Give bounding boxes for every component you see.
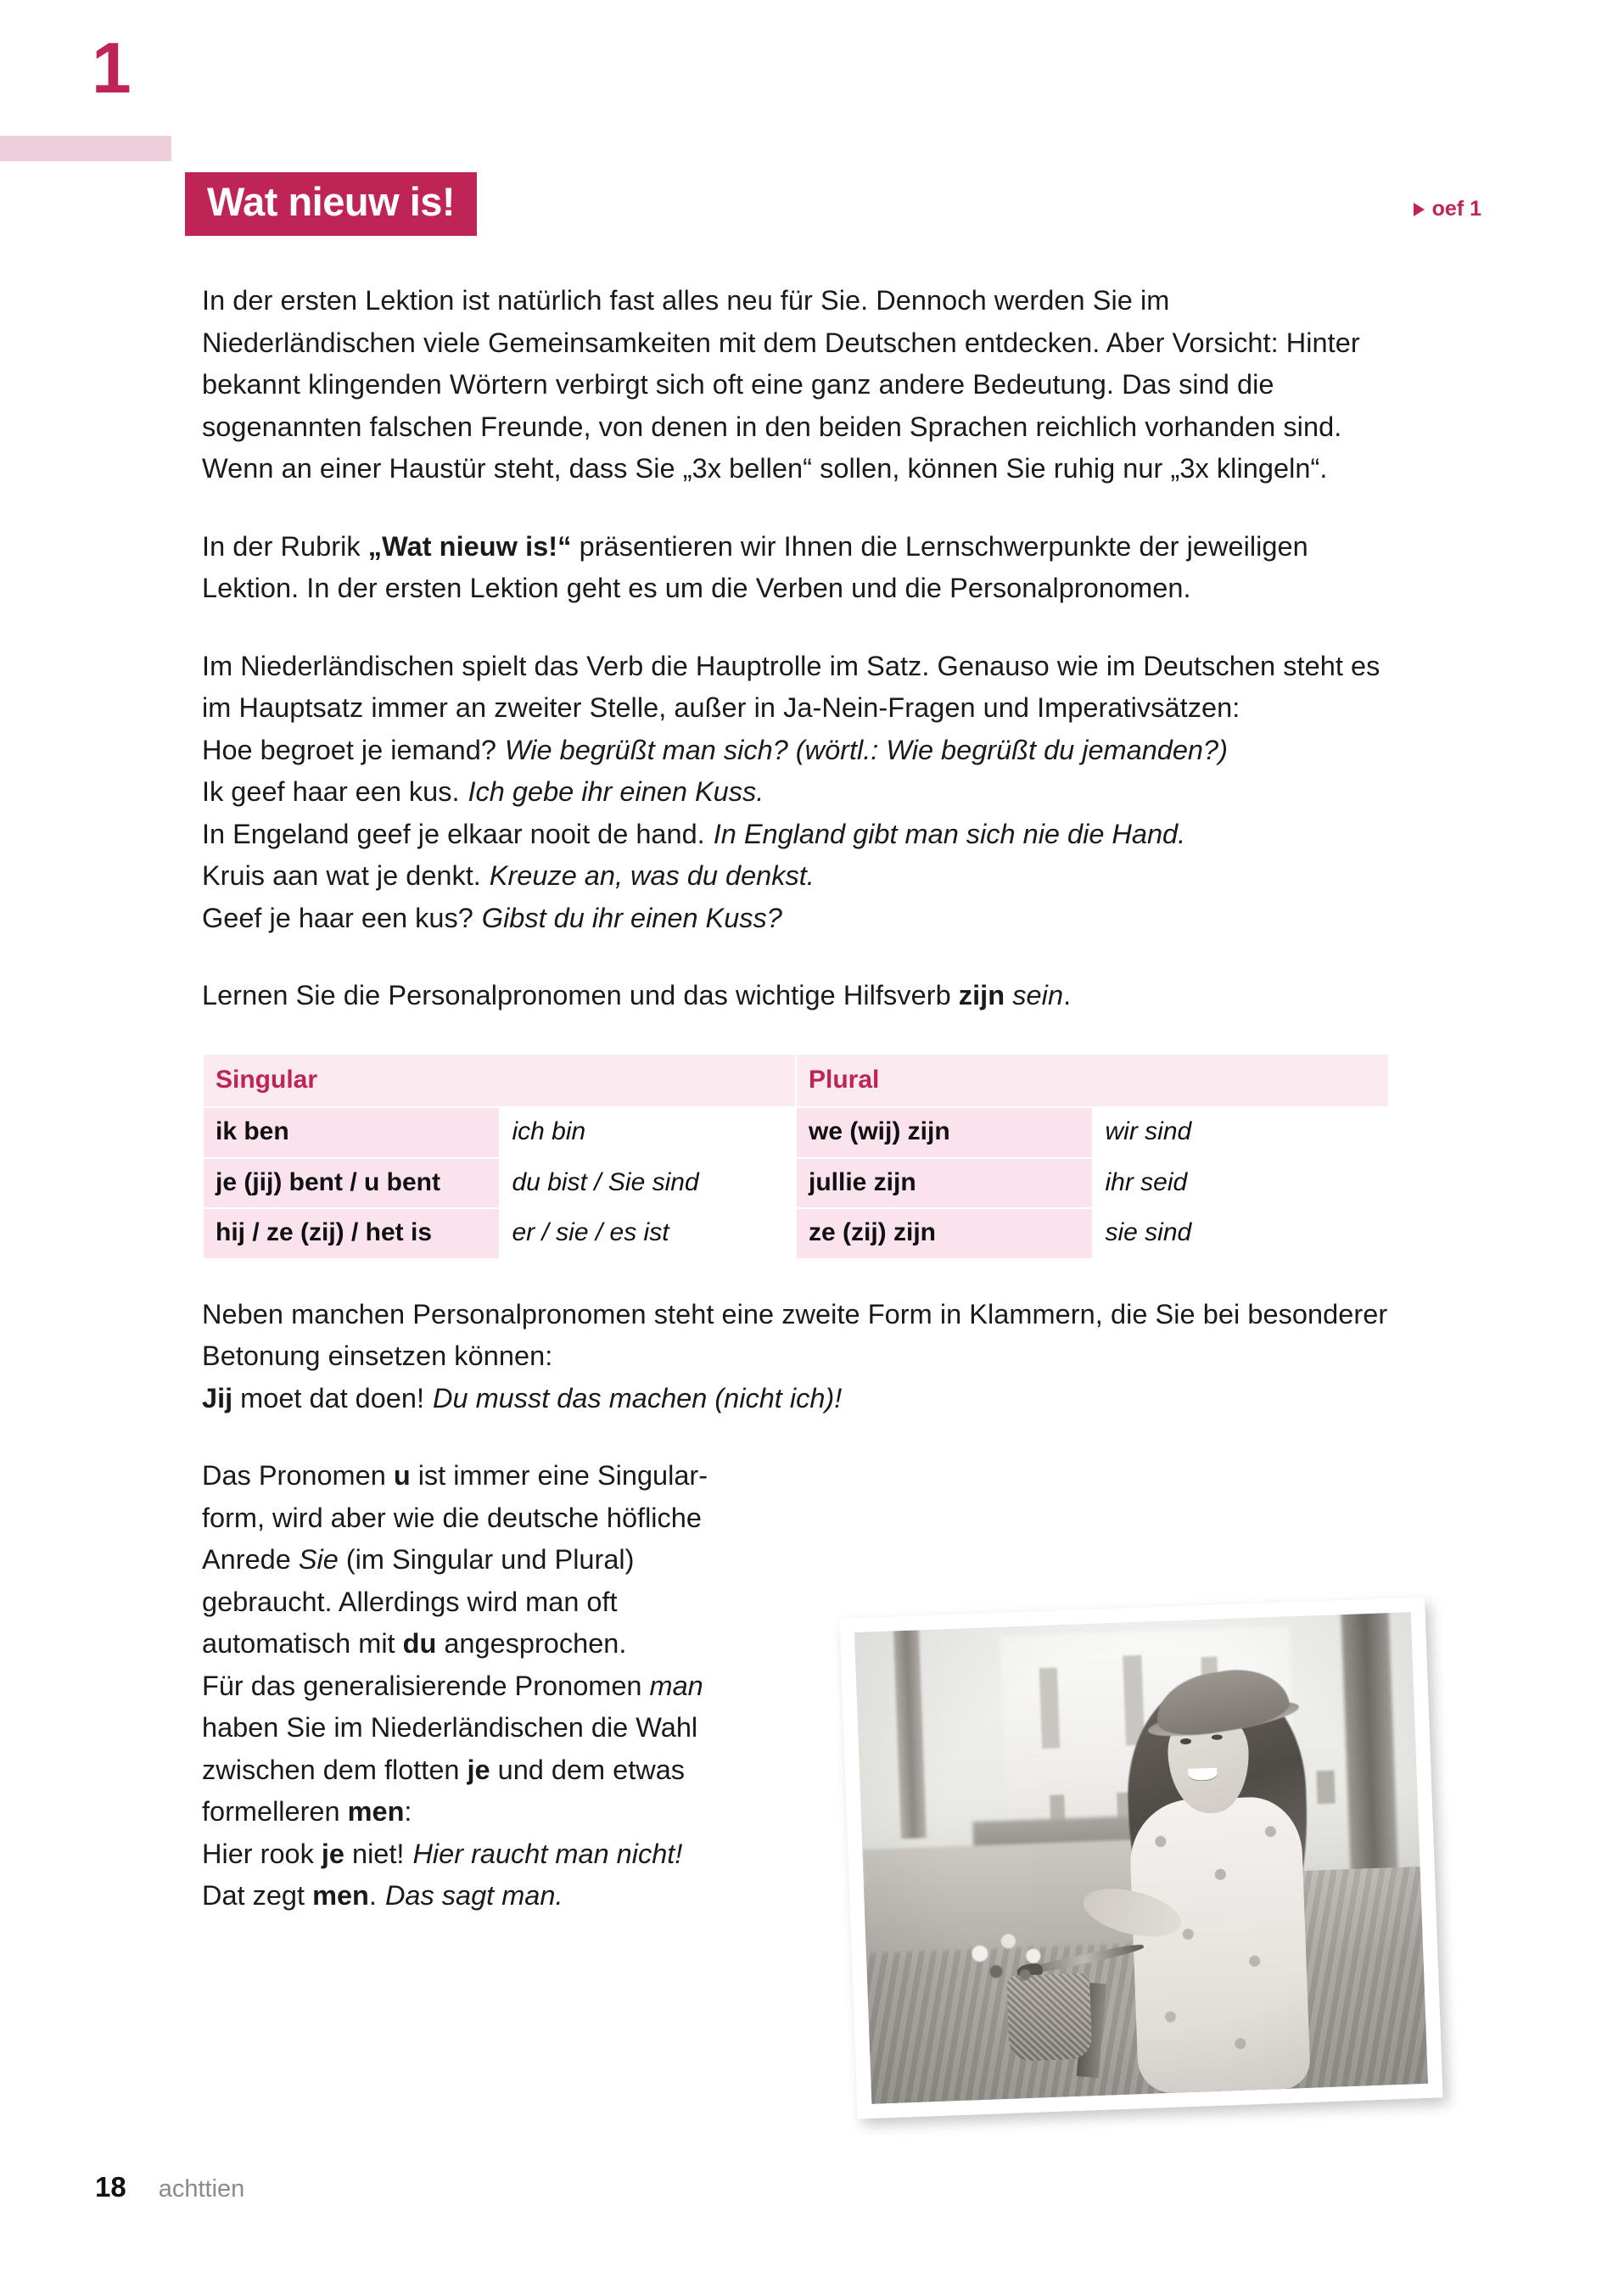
exercise-reference-label: oef 1 — [1431, 197, 1481, 221]
cell-dutch-plural: we (wij) zijn — [796, 1107, 1093, 1158]
lower-l6-a: Für das generalisierende Pronomen — [202, 1670, 650, 1701]
lower-l9-a: formelleren — [202, 1796, 348, 1827]
lower-l8-bold: je — [467, 1754, 490, 1785]
lower-l10-italic: Hier raucht man nicht! — [412, 1838, 683, 1869]
example-sentence-item — [202, 1378, 1390, 1420]
lower-line-10 — [202, 1833, 741, 1876]
example-emphasis — [202, 1378, 1390, 1420]
example-sentence-item — [202, 855, 1390, 898]
example-dutch: Geef je haar een kus? — [202, 902, 473, 933]
chapter-rule — [0, 136, 171, 161]
cell-german-plural: wir sind — [1093, 1107, 1390, 1158]
example-german: Wie begrüßt man sich? (wörtl.: Wie begrüßt du jemanden?) — [504, 734, 1228, 765]
example-dutch-rest: moet dat doen! — [232, 1382, 424, 1413]
lower-line-3 — [202, 1539, 741, 1581]
paragraph-rubric — [202, 526, 1390, 610]
section-header-badge: Wat nieuw is! — [185, 172, 477, 236]
example-sentence-item — [202, 814, 1390, 856]
lower-l11-a: Dat zegt — [202, 1880, 313, 1911]
table-row — [203, 1158, 1389, 1209]
lower-l3-c: (im Singular und Plural) — [338, 1544, 635, 1575]
example-sentence-item — [202, 898, 1390, 940]
triangle-right-icon — [1414, 203, 1425, 216]
lower-l5-a: automatisch mit — [202, 1628, 403, 1659]
lower-line-7: haben Sie im Niederländischen die Wahl — [202, 1712, 698, 1743]
table-row — [203, 1107, 1389, 1158]
table-intro-italic: sein — [1005, 980, 1064, 1010]
pronoun-table-body — [203, 1107, 1389, 1259]
lower-l10-a: Hier rook — [202, 1838, 322, 1869]
lower-l3-italic: Sie — [298, 1544, 339, 1575]
example-german: Kreuze an, was du denkst. — [489, 860, 815, 891]
example-german: In England gibt man sich nie die Hand. — [713, 818, 1186, 849]
cell-dutch-plural: ze (zij) zijn — [796, 1208, 1093, 1259]
table-row — [203, 1208, 1389, 1259]
page-number: 18 — [95, 2171, 126, 2203]
photo-vignette — [854, 1612, 1428, 2104]
page-footer — [95, 2171, 244, 2203]
cell-dutch-plural: jullie zijn — [796, 1158, 1093, 1209]
example-dutch: Ik geef haar een kus. — [202, 776, 460, 807]
cell-german-plural: sie sind — [1093, 1208, 1390, 1259]
example-dutch: In Engeland geef je elkaar nooit de hand. — [202, 818, 705, 849]
example-dutch: Hoe begroet je iemand? — [202, 734, 496, 765]
lower-l11-bold: men — [312, 1880, 369, 1911]
lower-l10-bold: je — [321, 1838, 344, 1869]
example-dutch-bold: Jij — [202, 1382, 233, 1413]
lower-l1-a: Das Pronomen — [202, 1460, 394, 1491]
table-intro-part2: . — [1063, 980, 1072, 1010]
cell-german-plural: ihr seid — [1093, 1158, 1390, 1209]
lower-l11-c: . — [368, 1880, 377, 1911]
lower-l6-italic: man — [649, 1670, 703, 1701]
table-header-row — [203, 1054, 1389, 1108]
page-number-word: achttien — [158, 2175, 245, 2203]
lower-line-4: gebraucht. Allerdings wird man oft — [202, 1586, 618, 1617]
cell-dutch-singular: ik ben — [203, 1107, 500, 1158]
pronoun-table — [202, 1053, 1390, 1260]
example-dutch: Kruis aan wat je denkt. — [202, 860, 481, 891]
lower-l8-a: zwischen dem flotten — [202, 1754, 468, 1785]
cell-german-singular: er / sie / es ist — [500, 1208, 797, 1259]
example-sentence-item — [202, 730, 1390, 772]
lower-text-column — [202, 1455, 741, 1917]
table-header-singular: Singular — [203, 1054, 796, 1108]
lower-l3-a: Anrede — [202, 1544, 299, 1575]
lower-l1-c: ist immer eine Singular- — [410, 1460, 708, 1491]
paragraph-rubric-bold: „Wat nieuw is!“ — [367, 530, 572, 562]
paragraph-rubric-part2: präsentieren wir Ihnen die Lernschwerpunkte der jeweiligen Lektion. In der ersten Lektion geht es um die Verben und die Personalpronomen. — [202, 530, 1308, 603]
paragraph-rubric-part1: In der Rubrik — [202, 530, 368, 562]
photo-woman-on-bicycle — [854, 1612, 1428, 2104]
lower-l10-c: niet! — [344, 1838, 405, 1869]
lower-line-9 — [202, 1791, 741, 1833]
paragraph-second-form: Neben manchen Personalpronomen steht eine zweite Form in Klammern, die Sie bei besonderer Betonung einsetzen können: — [202, 1298, 1388, 1371]
paragraph-intro: In der ersten Lektion ist natürlich fast alles neu für Sie. Dennoch werden Sie im Niederländischen viele Gemeinsamkeiten mit dem Deutschen entdecken. Aber Vorsicht: Hinter bekannt klingenden Wörtern verbirgt sich oft eine ganz andere Bedeutung. Das sind die sogenannten falschen Freunde, von denen in den beiden Sprachen reichlich vorhanden sind. Wenn an einer Haustür steht, dass Sie „3x bellen“ sollen, können Sie ruhig nur „3x klingeln“. — [202, 285, 1360, 484]
table-intro-bold: zijn — [958, 980, 1005, 1010]
example-german: Du musst das machen (nicht ich)! — [433, 1382, 843, 1413]
chapter-number: 1 — [92, 28, 130, 108]
cell-dutch-singular: hij / ze (zij) / het is — [203, 1208, 500, 1259]
lower-line-11 — [202, 1875, 741, 1917]
table-header-plural: Plural — [796, 1054, 1389, 1108]
cell-dutch-singular: je (jij) bent / u bent — [203, 1158, 500, 1209]
lower-line-1 — [202, 1455, 741, 1497]
example-sentence-list — [202, 730, 1390, 940]
lower-line-5 — [202, 1623, 741, 1665]
lower-l8-c: und dem etwas — [490, 1754, 686, 1785]
lower-line-8 — [202, 1749, 741, 1792]
lower-l1-bold: u — [393, 1460, 411, 1491]
cell-german-singular: du bist / Sie sind — [500, 1158, 797, 1209]
cell-german-singular: ich bin — [500, 1107, 797, 1158]
lower-l9-bold: men — [347, 1796, 405, 1827]
pronoun-table-head — [203, 1054, 1389, 1108]
table-intro-part1: Lernen Sie die Personalpronomen und das wichtige Hilfsverb — [202, 980, 959, 1010]
lower-l11-italic: Das sagt man. — [384, 1880, 563, 1911]
example-sentence-item — [202, 771, 1390, 814]
lower-l5-bold: du — [402, 1628, 437, 1659]
paragraph-verb-position: Im Niederländischen spielt das Verb die Hauptrolle im Satz. Genauso wie im Deutschen steht es im Hauptsatz immer an zweiter Stelle, außer in Ja-Nein-Fragen und Imperativsätzen: — [202, 650, 1380, 723]
example-german: Ich gebe ihr einen Kuss. — [468, 776, 764, 807]
example-german: Gibst du ihr einen Kuss? — [481, 902, 782, 933]
photo-frame — [839, 1598, 1442, 2119]
lower-l5-c: angesprochen. — [436, 1628, 627, 1659]
lower-line-2: form, wird aber wie die deutsche höfliche — [202, 1502, 702, 1533]
exercise-reference — [1414, 197, 1481, 221]
lower-line-6 — [202, 1665, 741, 1708]
lower-l9-c: : — [404, 1796, 412, 1827]
paragraph-table-intro — [202, 975, 1390, 1017]
